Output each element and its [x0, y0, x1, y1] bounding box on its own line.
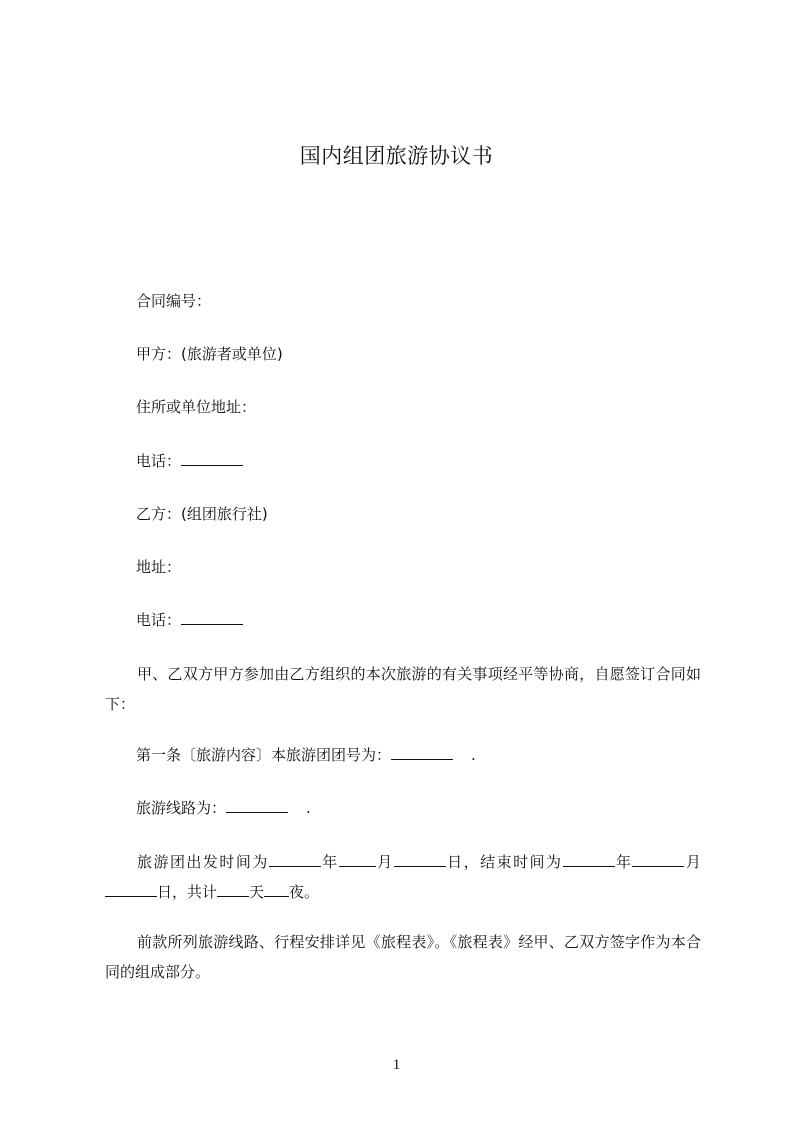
party-b-address-label: 地址： [136, 558, 182, 576]
nights-unit: 夜。 [289, 883, 320, 901]
document-title: 国内组团旅游协议书 [299, 144, 494, 168]
start-day-blank [394, 851, 446, 867]
start-month-unit: 月 [375, 853, 394, 871]
end-year-unit: 年 [614, 853, 633, 871]
party-a-phone-line [136, 450, 243, 472]
party-b-phone-blank [181, 609, 243, 625]
end-month-unit: 月 [684, 853, 701, 871]
tour-group-number-blank [391, 744, 453, 760]
end-day-blank [105, 881, 157, 897]
end-day-unit: 日，共计 [157, 883, 218, 901]
start-day-unit: 日，结束时间为 [445, 853, 563, 871]
schedule-paragraph [105, 847, 701, 907]
route-period: . [306, 799, 311, 817]
party-b-phone-line [136, 609, 243, 631]
article-1-line [136, 744, 476, 766]
page-number: 1 [392, 1057, 401, 1073]
party-a-phone-blank [181, 450, 243, 466]
route-line [136, 797, 311, 819]
total-days-blank [217, 881, 249, 897]
route-blank [226, 797, 288, 813]
start-year-unit: 年 [320, 853, 339, 871]
party-b-phone-label: 电话： [136, 611, 182, 629]
contract-number-label: 合同编号： [136, 292, 212, 310]
article-1-label: 第一条〔旅游内容〕本旅游团团号为： [136, 746, 392, 764]
party-a-address-label: 住所或单位地址： [136, 398, 257, 416]
end-year-blank [563, 851, 615, 867]
party-a-label: 甲方：(旅游者或单位) [136, 345, 283, 363]
party-a-phone-label: 电话： [136, 452, 182, 470]
start-year-blank [269, 851, 321, 867]
days-unit: 天 [249, 883, 265, 901]
total-nights-blank [264, 881, 289, 897]
itinerary-paragraph: 前款所列旅游线路、行程安排详见《旅程表》。《旅程表》经甲、乙双方签字作为本合同的组成部分。 [105, 933, 701, 981]
schedule-prefix: 旅游团出发时间为 [137, 853, 269, 871]
party-b-label: 乙方：(组团旅行社) [136, 505, 268, 523]
end-month-blank [632, 851, 684, 867]
intro-paragraph: 甲、乙双方甲方参加由乙方组织的本次旅游的有关事项经平等协商，自愿签订合同如下： [105, 665, 701, 713]
article-1-period: . [471, 746, 476, 764]
route-label: 旅游线路为： [136, 799, 227, 817]
start-month-blank [339, 851, 376, 867]
